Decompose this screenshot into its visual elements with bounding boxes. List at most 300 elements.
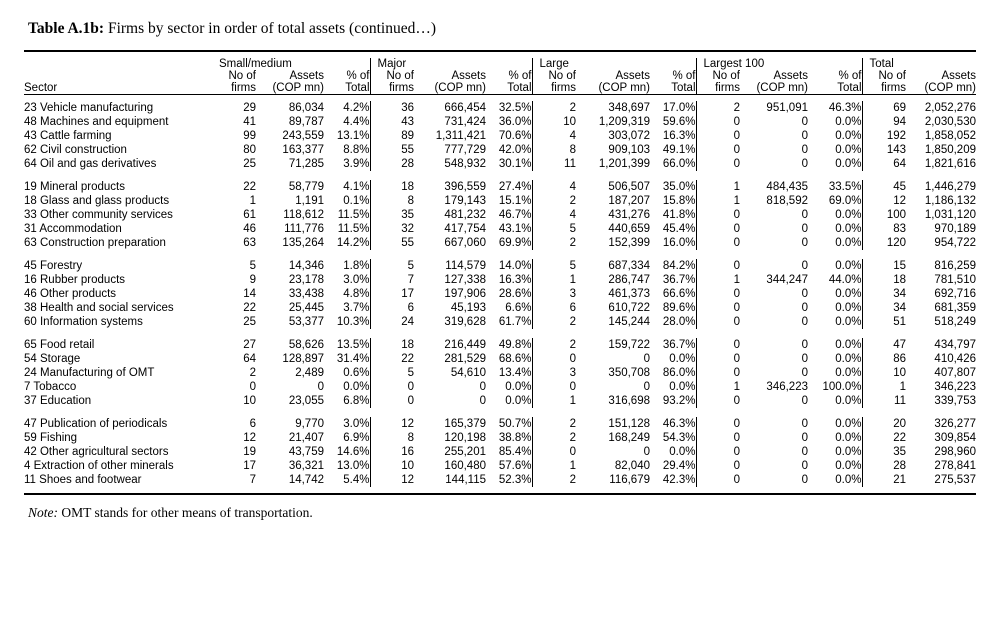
sector-cell bbox=[24, 352, 212, 366]
cell-l100-pct: 100.0% bbox=[822, 381, 862, 393]
col-lg-assets: Assets (COP mn) bbox=[598, 70, 650, 94]
sector-cell bbox=[24, 129, 212, 143]
cell-tot-firms: 94 bbox=[862, 115, 906, 129]
cell-mj-firms: 89 bbox=[370, 129, 414, 143]
sector-cell bbox=[24, 115, 212, 129]
cell-sm-pct: 3.0% bbox=[343, 418, 370, 430]
cell-sm-pct: 8.8% bbox=[343, 144, 370, 156]
cell-lg-pct: 66.6% bbox=[662, 288, 696, 300]
cell-mj-firms: 5 bbox=[370, 366, 414, 380]
table-note-label: Note: bbox=[28, 505, 58, 520]
cell-l100-firms: 0 bbox=[696, 129, 740, 143]
col-lg-firms: No of firms bbox=[532, 70, 576, 95]
cell-lg-pct: 35.0% bbox=[662, 181, 696, 193]
cell-l100-firms: 0 bbox=[696, 236, 740, 250]
col-mj-pct: % of Total bbox=[507, 70, 532, 94]
sector-cell bbox=[24, 143, 212, 157]
table-row bbox=[24, 366, 976, 380]
col-l100-assets: Assets (COP mn) bbox=[756, 70, 808, 94]
cell-lg-firms: 3 bbox=[532, 287, 576, 301]
cell-mj-firms: 0 bbox=[370, 394, 414, 408]
cell-sm-firms: 0 bbox=[249, 381, 256, 393]
cell-mj-assets: 120,198 bbox=[444, 432, 486, 444]
cell-sm-firms: 22 bbox=[243, 302, 256, 314]
group-large: Large bbox=[532, 58, 696, 70]
cell-tot-firms: 22 bbox=[862, 431, 906, 445]
cell-l100-firms: 0 bbox=[696, 338, 740, 352]
cell-tot-firms: 120 bbox=[862, 236, 906, 250]
cell-mj-firms: 17 bbox=[370, 287, 414, 301]
cell-sm-pct: 13.1% bbox=[336, 130, 370, 142]
cell-l100-assets: 0 bbox=[801, 395, 808, 407]
cell-l100-assets: 0 bbox=[801, 158, 808, 170]
cell-l100-pct: 0.0% bbox=[835, 302, 862, 314]
cell-l100-assets: 0 bbox=[801, 223, 808, 235]
cell-l100-assets: 0 bbox=[801, 316, 808, 328]
cell-mj-firms: 55 bbox=[370, 236, 414, 250]
cell-mj-assets: 197,906 bbox=[444, 288, 486, 300]
cell-mj-pct: 46.7% bbox=[498, 209, 532, 221]
table-row bbox=[24, 473, 976, 487]
sector-name: Mineral products bbox=[36, 181, 126, 193]
sector-code: 47 bbox=[24, 418, 37, 430]
cell-l100-assets: 951,091 bbox=[766, 102, 808, 114]
cell-tot-assets: 2,052,276 bbox=[924, 102, 976, 114]
cell-mj-firms: 35 bbox=[370, 208, 414, 222]
column-header-row bbox=[24, 70, 976, 95]
cell-lg-pct: 0.0% bbox=[669, 353, 696, 365]
cell-l100-pct: 0.0% bbox=[835, 260, 862, 272]
cell-mj-pct: 15.1% bbox=[498, 195, 532, 207]
cell-tot-firms: 69 bbox=[862, 101, 906, 115]
sector-code: 38 bbox=[24, 302, 37, 314]
table-row bbox=[24, 222, 976, 236]
sector-code: 37 bbox=[24, 395, 37, 407]
cell-sm-assets: 243,559 bbox=[282, 130, 324, 142]
sector-name: Health and social services bbox=[36, 302, 174, 314]
cell-sm-pct: 14.2% bbox=[336, 237, 370, 249]
cell-mj-firms: 16 bbox=[370, 445, 414, 459]
cell-l100-pct: 0.0% bbox=[835, 130, 862, 142]
sector-cell bbox=[24, 380, 212, 394]
cell-lg-firms: 2 bbox=[532, 236, 576, 250]
cell-sm-firms: 12 bbox=[243, 432, 256, 444]
cell-mj-assets: 160,480 bbox=[444, 460, 486, 472]
cell-mj-assets: 127,338 bbox=[444, 274, 486, 286]
cell-mj-assets: 45,193 bbox=[450, 302, 486, 314]
cell-tot-assets: 681,359 bbox=[934, 302, 976, 314]
sector-cell bbox=[24, 157, 212, 171]
sector-name: Glass and glass products bbox=[36, 195, 170, 207]
sector-cell bbox=[24, 315, 212, 329]
block-spacer bbox=[24, 408, 976, 417]
cell-mj-pct: 85.4% bbox=[498, 446, 532, 458]
cell-sm-pct: 6.8% bbox=[343, 395, 370, 407]
table-row bbox=[24, 417, 976, 431]
sector-code: 43 bbox=[24, 130, 37, 142]
group-header-row bbox=[24, 58, 976, 70]
cell-l100-assets: 0 bbox=[801, 460, 808, 472]
cell-mj-firms: 18 bbox=[370, 180, 414, 194]
cell-lg-firms: 6 bbox=[532, 301, 576, 315]
cell-l100-assets: 0 bbox=[801, 130, 808, 142]
cell-mj-pct: 57.6% bbox=[498, 460, 532, 472]
cell-lg-pct: 86.0% bbox=[662, 367, 696, 379]
cell-sm-pct: 13.0% bbox=[336, 460, 370, 472]
cell-lg-assets: 316,698 bbox=[608, 395, 650, 407]
cell-l100-firms: 0 bbox=[696, 143, 740, 157]
cell-l100-assets: 344,247 bbox=[766, 274, 808, 286]
cell-mj-firms: 10 bbox=[370, 459, 414, 473]
cell-l100-firms: 0 bbox=[696, 473, 740, 487]
cell-sm-firms: 25 bbox=[243, 316, 256, 328]
cell-l100-pct: 0.0% bbox=[835, 446, 862, 458]
sector-name: Construction preparation bbox=[36, 237, 166, 249]
table-row bbox=[24, 259, 976, 273]
cell-lg-pct: 41.8% bbox=[662, 209, 696, 221]
cell-sm-pct: 5.4% bbox=[343, 474, 370, 486]
cell-lg-firms: 1 bbox=[532, 394, 576, 408]
cell-lg-firms: 2 bbox=[532, 473, 576, 487]
cell-tot-assets: 781,510 bbox=[934, 274, 976, 286]
cell-sm-firms: 17 bbox=[243, 460, 256, 472]
cell-lg-assets: 187,207 bbox=[608, 195, 650, 207]
cell-lg-assets: 506,507 bbox=[608, 181, 650, 193]
cell-lg-firms: 5 bbox=[532, 259, 576, 273]
cell-l100-pct: 0.0% bbox=[835, 339, 862, 351]
cell-mj-assets: 179,143 bbox=[444, 195, 486, 207]
cell-mj-pct: 38.8% bbox=[498, 432, 532, 444]
cell-mj-pct: 14.0% bbox=[498, 260, 532, 272]
cell-l100-firms: 0 bbox=[696, 287, 740, 301]
cell-l100-assets: 0 bbox=[801, 209, 808, 221]
cell-lg-firms: 0 bbox=[532, 352, 576, 366]
sector-name: Extraction of other minerals bbox=[30, 460, 174, 472]
block-spacer bbox=[24, 329, 976, 338]
table-note bbox=[28, 505, 978, 521]
cell-sm-pct: 4.8% bbox=[343, 288, 370, 300]
cell-tot-assets: 2,030,530 bbox=[924, 116, 976, 128]
cell-tot-assets: 1,031,120 bbox=[924, 209, 976, 221]
cell-lg-assets: 0 bbox=[643, 381, 650, 393]
table-row bbox=[24, 459, 976, 473]
cell-lg-pct: 89.6% bbox=[662, 302, 696, 314]
cell-lg-assets: 1,201,399 bbox=[598, 158, 650, 170]
sector-code: 23 bbox=[24, 102, 37, 114]
cell-lg-pct: 0.0% bbox=[669, 446, 696, 458]
table-body bbox=[24, 101, 976, 487]
cell-mj-assets: 255,201 bbox=[444, 446, 486, 458]
cell-lg-assets: 440,659 bbox=[608, 223, 650, 235]
cell-tot-firms: 34 bbox=[862, 287, 906, 301]
col-sector bbox=[24, 70, 212, 95]
cell-l100-firms: 0 bbox=[696, 157, 740, 171]
cell-sm-pct: 10.3% bbox=[336, 316, 370, 328]
cell-sm-pct: 13.5% bbox=[336, 339, 370, 351]
cell-lg-assets: 0 bbox=[643, 353, 650, 365]
cell-lg-firms: 11 bbox=[532, 157, 576, 171]
cell-mj-pct: 70.6% bbox=[498, 130, 532, 142]
sector-name: Other agricultural sectors bbox=[36, 446, 169, 458]
sector-code: 46 bbox=[24, 288, 37, 300]
cell-sm-assets: 0 bbox=[317, 381, 324, 393]
cell-mj-firms: 18 bbox=[370, 338, 414, 352]
group-small-medium: Small/medium bbox=[219, 58, 292, 70]
cell-sm-assets: 163,377 bbox=[282, 144, 324, 156]
table-row bbox=[24, 143, 976, 157]
cell-sm-assets: 128,897 bbox=[282, 353, 324, 365]
cell-lg-pct: 93.2% bbox=[662, 395, 696, 407]
cell-l100-pct: 0.0% bbox=[835, 316, 862, 328]
cell-l100-assets: 0 bbox=[801, 474, 808, 486]
cell-sm-pct: 3.9% bbox=[343, 158, 370, 170]
table-row bbox=[24, 115, 976, 129]
cell-l100-assets: 0 bbox=[801, 144, 808, 156]
cell-mj-assets: 481,232 bbox=[444, 209, 486, 221]
sector-cell bbox=[24, 287, 212, 301]
cell-sm-pct: 31.4% bbox=[336, 353, 370, 365]
cell-sm-firms: 19 bbox=[243, 446, 256, 458]
col-lg-pct: % of Total bbox=[671, 70, 696, 94]
cell-tot-firms: 35 bbox=[862, 445, 906, 459]
cell-mj-assets: 1,311,421 bbox=[435, 130, 486, 142]
cell-sm-firms: 10 bbox=[243, 395, 256, 407]
cell-sm-assets: 89,787 bbox=[288, 116, 324, 128]
cell-l100-assets: 0 bbox=[801, 260, 808, 272]
cell-l100-firms: 0 bbox=[696, 222, 740, 236]
cell-mj-assets: 0 bbox=[479, 395, 486, 407]
sector-cell bbox=[24, 431, 212, 445]
cell-l100-pct: 46.3% bbox=[828, 102, 862, 114]
cell-l100-pct: 0.0% bbox=[835, 474, 862, 486]
col-sm-assets: Assets (COP mn) bbox=[272, 70, 324, 94]
sector-name: Oil and gas derivatives bbox=[36, 158, 157, 170]
sector-name: Other community services bbox=[36, 209, 173, 221]
cell-lg-pct: 17.0% bbox=[662, 102, 696, 114]
cell-sm-firms: 14 bbox=[243, 288, 256, 300]
cell-tot-assets: 692,716 bbox=[934, 288, 976, 300]
cell-sm-firms: 6 bbox=[249, 418, 256, 430]
cell-sm-firms: 80 bbox=[243, 144, 256, 156]
cell-sm-pct: 6.9% bbox=[343, 432, 370, 444]
cell-lg-assets: 286,747 bbox=[608, 274, 650, 286]
cell-lg-assets: 431,276 bbox=[608, 209, 650, 221]
cell-l100-firms: 0 bbox=[696, 259, 740, 273]
table-row bbox=[24, 129, 976, 143]
cell-sm-firms: 61 bbox=[243, 209, 256, 221]
cell-l100-assets: 484,435 bbox=[766, 181, 808, 193]
cell-l100-firms: 0 bbox=[696, 459, 740, 473]
cell-l100-pct: 0.0% bbox=[835, 144, 862, 156]
cell-sm-assets: 86,034 bbox=[288, 102, 324, 114]
sector-name: Vehicle manufacturing bbox=[36, 102, 154, 114]
cell-sm-pct: 4.2% bbox=[343, 102, 370, 114]
cell-mj-assets: 54,610 bbox=[450, 367, 486, 379]
cell-l100-pct: 0.0% bbox=[835, 158, 862, 170]
cell-tot-firms: 45 bbox=[862, 180, 906, 194]
cell-mj-assets: 144,115 bbox=[445, 474, 486, 486]
cell-lg-firms: 2 bbox=[532, 338, 576, 352]
cell-lg-assets: 461,373 bbox=[608, 288, 650, 300]
cell-tot-assets: 346,223 bbox=[934, 381, 976, 393]
cell-tot-firms: 18 bbox=[862, 273, 906, 287]
cell-mj-pct: 30.1% bbox=[498, 158, 532, 170]
sector-code: 16 bbox=[24, 274, 37, 286]
sector-cell bbox=[24, 180, 212, 194]
cell-sm-assets: 53,377 bbox=[288, 316, 324, 328]
cell-sm-firms: 7 bbox=[249, 474, 256, 486]
cell-l100-pct: 0.0% bbox=[835, 288, 862, 300]
sector-name: Rubber products bbox=[36, 274, 126, 286]
table-row bbox=[24, 301, 976, 315]
cell-lg-assets: 687,334 bbox=[608, 260, 650, 272]
cell-sm-assets: 25,445 bbox=[288, 302, 324, 314]
cell-l100-firms: 2 bbox=[696, 101, 740, 115]
cell-lg-assets: 145,244 bbox=[608, 316, 650, 328]
cell-l100-pct: 0.0% bbox=[835, 116, 862, 128]
cell-mj-pct: 0.0% bbox=[505, 395, 532, 407]
cell-tot-assets: 518,249 bbox=[934, 316, 976, 328]
cell-lg-pct: 15.8% bbox=[662, 195, 696, 207]
cell-lg-firms: 2 bbox=[532, 417, 576, 431]
cell-l100-assets: 0 bbox=[801, 339, 808, 351]
table-row bbox=[24, 157, 976, 171]
cell-mj-firms: 0 bbox=[370, 380, 414, 394]
cell-mj-assets: 165,379 bbox=[444, 418, 486, 430]
cell-tot-firms: 10 bbox=[862, 366, 906, 380]
sector-cell bbox=[24, 222, 212, 236]
cell-mj-firms: 32 bbox=[370, 222, 414, 236]
cell-mj-pct: 49.8% bbox=[498, 339, 532, 351]
table-note-text: OMT stands for other means of transportation. bbox=[61, 505, 313, 520]
cell-sm-firms: 5 bbox=[249, 260, 256, 272]
cell-tot-assets: 1,858,052 bbox=[924, 130, 976, 142]
sector-cell bbox=[24, 259, 212, 273]
cell-mj-firms: 36 bbox=[370, 101, 414, 115]
cell-mj-pct: 50.7% bbox=[498, 418, 532, 430]
cell-lg-firms: 5 bbox=[532, 222, 576, 236]
cell-sm-assets: 118,612 bbox=[283, 209, 324, 221]
cell-sm-assets: 1,191 bbox=[295, 195, 324, 207]
cell-tot-assets: 339,753 bbox=[934, 395, 976, 407]
cell-mj-assets: 396,559 bbox=[444, 181, 486, 193]
cell-sm-pct: 0.1% bbox=[343, 195, 370, 207]
cell-l100-assets: 0 bbox=[801, 353, 808, 365]
cell-l100-pct: 0.0% bbox=[835, 367, 862, 379]
sector-name: Other products bbox=[36, 288, 117, 300]
table-row bbox=[24, 352, 976, 366]
cell-tot-assets: 278,841 bbox=[934, 460, 976, 472]
cell-tot-firms: 12 bbox=[862, 194, 906, 208]
cell-l100-pct: 0.0% bbox=[835, 418, 862, 430]
sector-code: 19 bbox=[24, 181, 37, 193]
cell-tot-firms: 86 bbox=[862, 352, 906, 366]
cell-l100-firms: 0 bbox=[696, 115, 740, 129]
cell-l100-assets: 0 bbox=[801, 302, 808, 314]
table-row bbox=[24, 287, 976, 301]
cell-mj-firms: 6 bbox=[370, 301, 414, 315]
cell-l100-assets: 346,223 bbox=[766, 381, 808, 393]
cell-lg-firms: 2 bbox=[532, 431, 576, 445]
table-caption bbox=[28, 20, 978, 38]
cell-tot-assets: 970,189 bbox=[934, 223, 976, 235]
cell-mj-assets: 281,529 bbox=[444, 353, 486, 365]
cell-sm-firms: 25 bbox=[243, 158, 256, 170]
cell-lg-firms: 1 bbox=[532, 273, 576, 287]
cell-sm-assets: 111,776 bbox=[284, 223, 324, 235]
cell-sm-firms: 2 bbox=[249, 367, 256, 379]
cell-sm-assets: 21,407 bbox=[288, 432, 324, 444]
cell-mj-assets: 666,454 bbox=[444, 102, 486, 114]
cell-l100-firms: 0 bbox=[696, 417, 740, 431]
sector-cell bbox=[24, 366, 212, 380]
cell-mj-assets: 0 bbox=[479, 381, 486, 393]
cell-lg-assets: 116,679 bbox=[609, 474, 650, 486]
sector-code: 31 bbox=[24, 223, 37, 235]
cell-lg-assets: 0 bbox=[643, 446, 650, 458]
cell-lg-firms: 2 bbox=[532, 101, 576, 115]
cell-sm-firms: 9 bbox=[249, 274, 256, 286]
cell-tot-assets: 407,807 bbox=[934, 367, 976, 379]
cell-l100-assets: 0 bbox=[801, 237, 808, 249]
table-row bbox=[24, 236, 976, 250]
cell-sm-firms: 41 bbox=[243, 116, 256, 128]
cell-mj-pct: 69.9% bbox=[498, 237, 532, 249]
cell-mj-firms: 22 bbox=[370, 352, 414, 366]
cell-sm-pct: 11.5% bbox=[337, 209, 370, 221]
cell-sm-assets: 58,779 bbox=[288, 181, 324, 193]
cell-lg-assets: 348,697 bbox=[608, 102, 650, 114]
cell-sm-firms: 22 bbox=[243, 181, 256, 193]
cell-sm-assets: 135,264 bbox=[282, 237, 324, 249]
sector-cell bbox=[24, 101, 212, 115]
cell-lg-firms: 2 bbox=[532, 315, 576, 329]
cell-l100-firms: 1 bbox=[696, 194, 740, 208]
cell-sm-assets: 23,055 bbox=[288, 395, 324, 407]
cell-mj-firms: 8 bbox=[370, 194, 414, 208]
sector-cell bbox=[24, 417, 212, 431]
cell-sm-firms: 99 bbox=[243, 130, 256, 142]
table-row bbox=[24, 315, 976, 329]
sector-cell bbox=[24, 208, 212, 222]
cell-sm-assets: 33,438 bbox=[288, 288, 324, 300]
cell-l100-pct: 0.0% bbox=[835, 460, 862, 472]
cell-l100-pct: 69.0% bbox=[828, 195, 862, 207]
cell-lg-pct: 0.0% bbox=[669, 381, 696, 393]
block-spacer bbox=[24, 171, 976, 180]
group-total: Total bbox=[862, 58, 976, 70]
cell-mj-pct: 16.3% bbox=[498, 274, 532, 286]
cell-lg-assets: 350,708 bbox=[608, 367, 650, 379]
sector-cell bbox=[24, 445, 212, 459]
cell-mj-pct: 32.5% bbox=[498, 102, 532, 114]
cell-sm-assets: 43,759 bbox=[288, 446, 324, 458]
col-total-assets: Assets (COP mn) bbox=[924, 70, 976, 94]
cell-l100-firms: 0 bbox=[696, 315, 740, 329]
col-sector-label: Sector bbox=[24, 82, 58, 94]
sector-name: Education bbox=[36, 395, 92, 407]
cell-sm-pct: 11.5% bbox=[337, 223, 370, 235]
cell-l100-firms: 0 bbox=[696, 431, 740, 445]
cell-mj-pct: 61.7% bbox=[498, 316, 532, 328]
cell-tot-assets: 954,722 bbox=[934, 237, 976, 249]
cell-mj-firms: 7 bbox=[370, 273, 414, 287]
cell-l100-pct: 0.0% bbox=[835, 237, 862, 249]
cell-tot-assets: 410,426 bbox=[934, 353, 976, 365]
cell-lg-firms: 0 bbox=[532, 380, 576, 394]
cell-sm-assets: 14,346 bbox=[288, 260, 324, 272]
cell-l100-firms: 0 bbox=[696, 366, 740, 380]
